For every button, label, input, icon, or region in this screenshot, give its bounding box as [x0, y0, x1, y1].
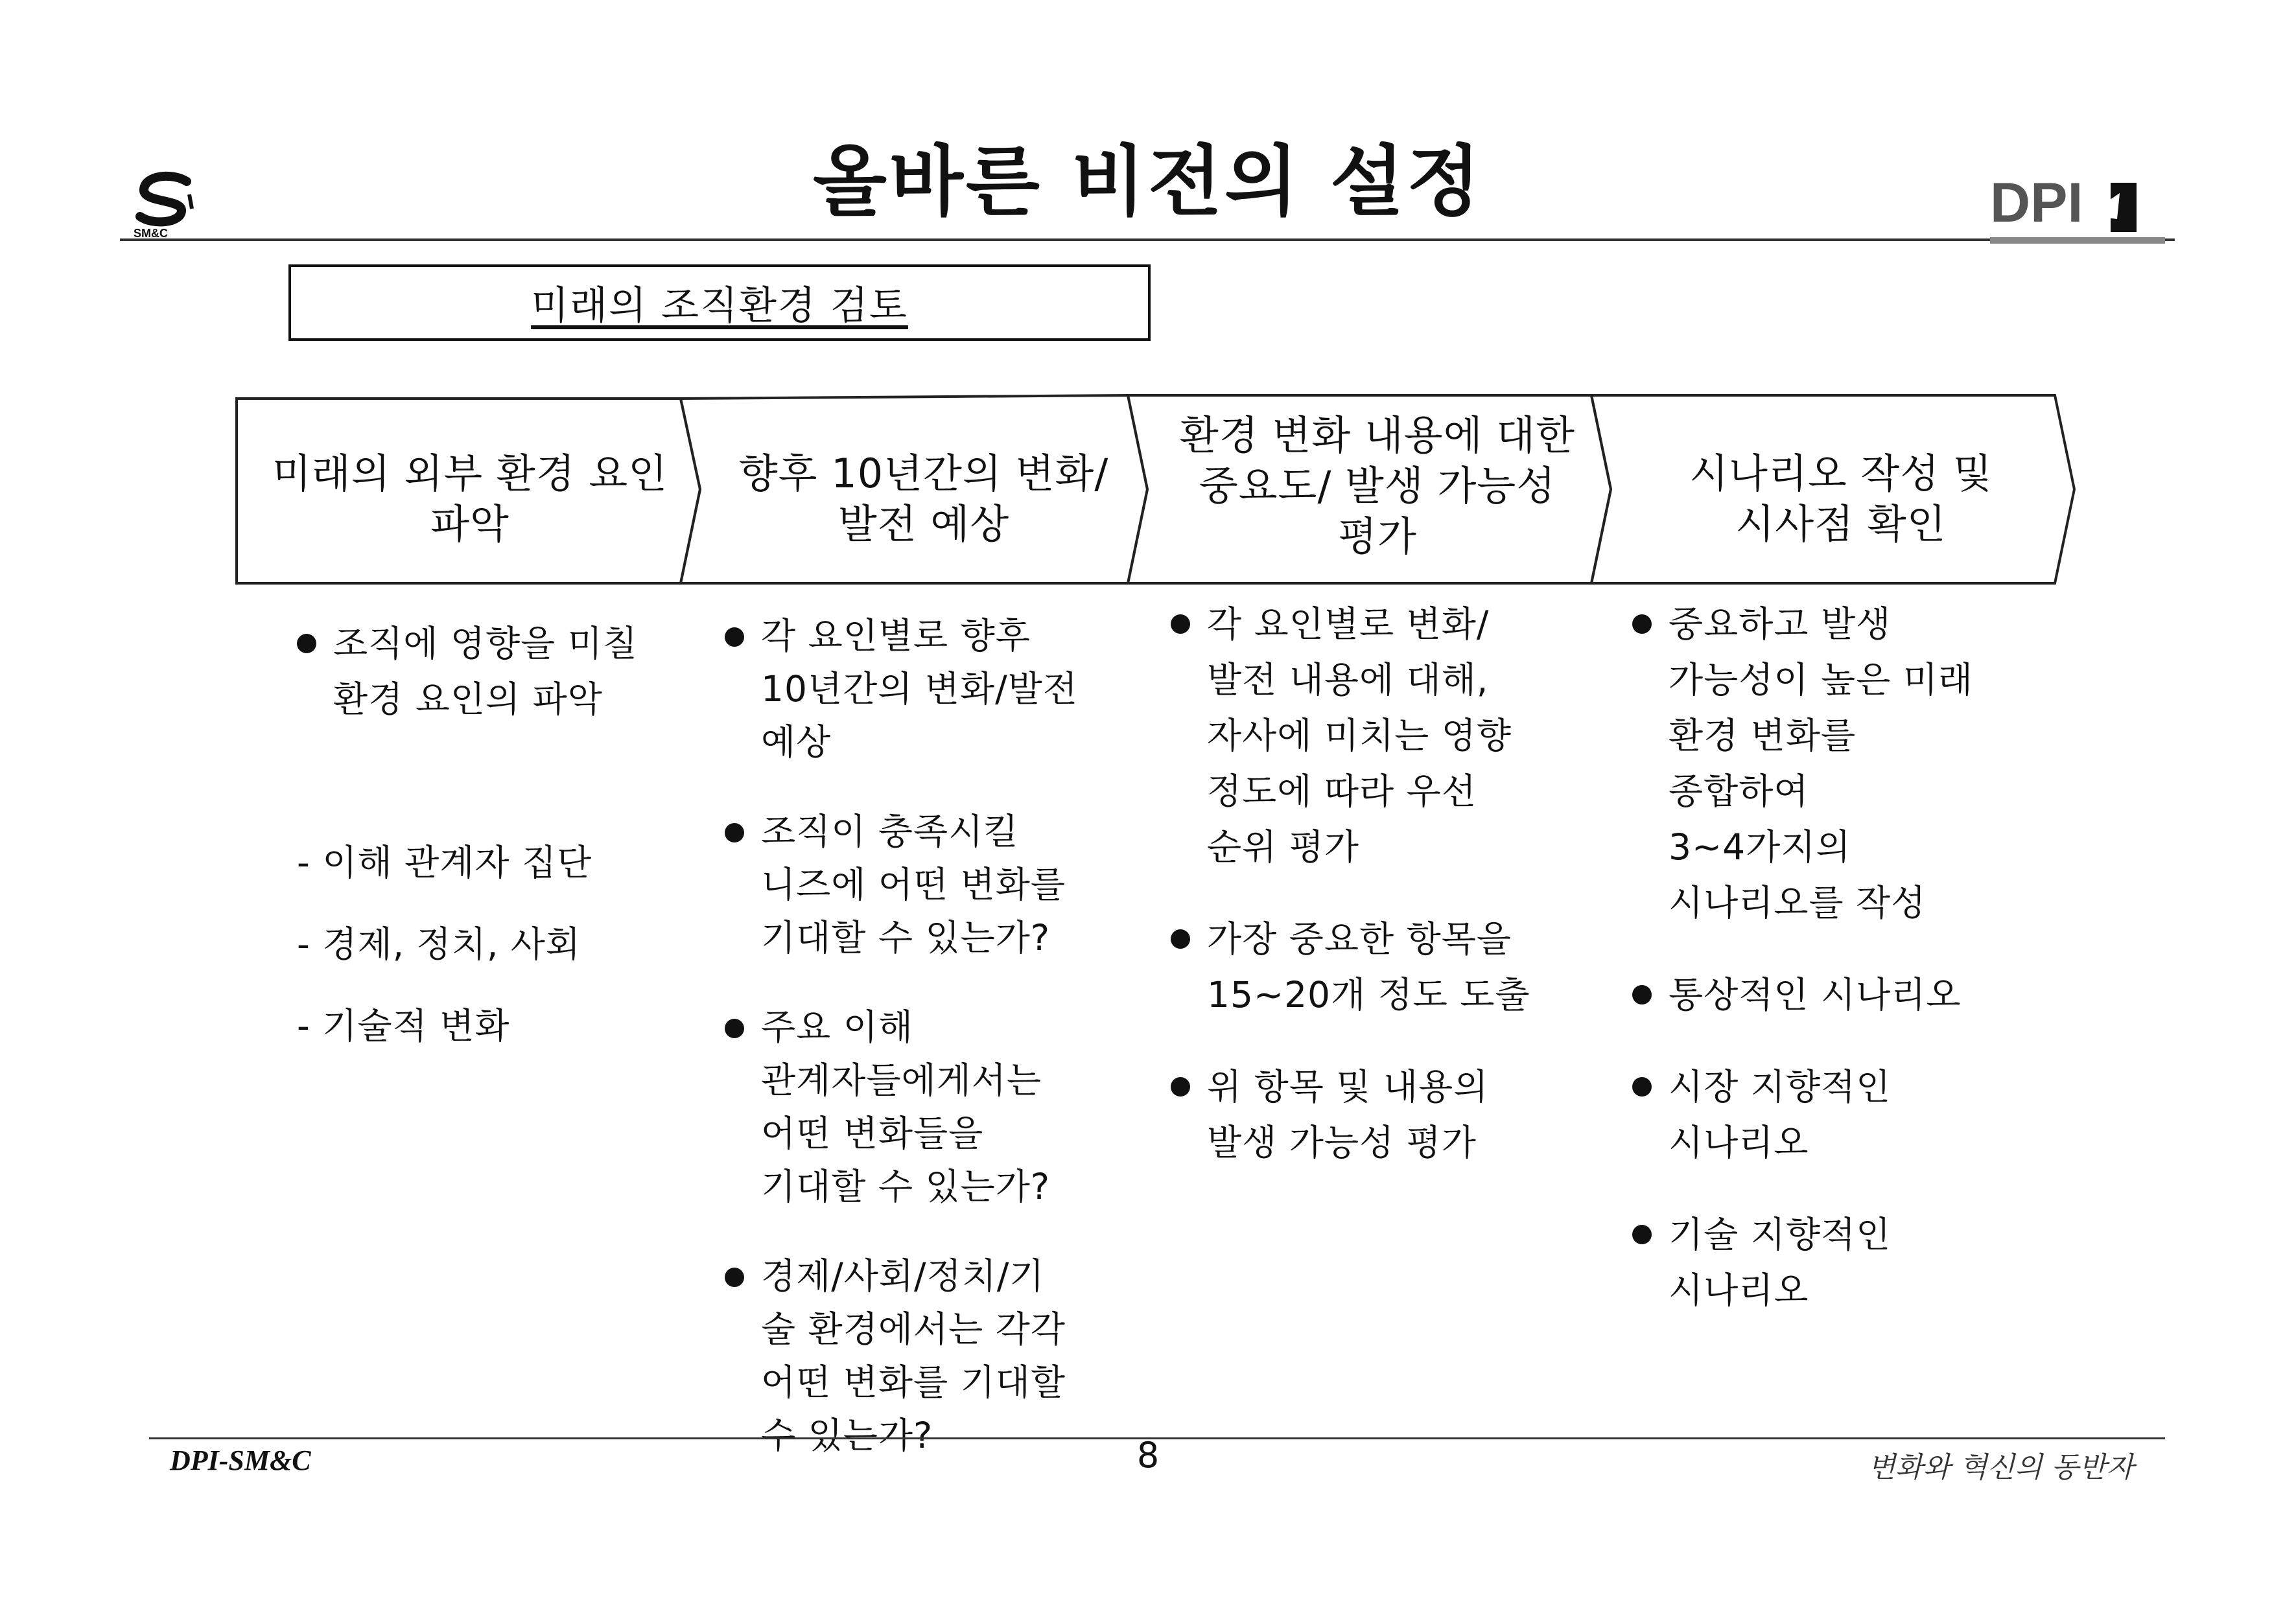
bullet-icon	[1171, 614, 1190, 634]
page-number: 8	[1136, 1435, 1160, 1476]
bullet-icon	[1171, 1077, 1190, 1097]
process-step-4-line-2: 시사점 확인	[1735, 500, 1947, 548]
dash-item: - 경제, 정치, 사회	[297, 923, 581, 965]
svg-text:DPI: DPI	[1990, 172, 2083, 234]
list-item-line: 경제/사회/정치/기	[761, 1255, 1045, 1297]
list-item-line: 종합하여	[1669, 771, 1809, 812]
list-item-line: 시나리오	[1669, 1122, 1809, 1163]
list-item-line: 주요 이해	[761, 1006, 914, 1048]
list-item	[725, 609, 1153, 769]
list-item-line: 조직이 충족시킬	[761, 811, 1019, 852]
column-2	[725, 609, 1153, 1498]
list-item-line: 어떤 변화를 기대할	[761, 1362, 1066, 1403]
list-item-line: 조직에 영향을 미칠	[333, 623, 638, 664]
process-step-3	[1144, 402, 1611, 570]
process-step-3-line-3: 평가	[1338, 513, 1417, 560]
list-item	[297, 616, 699, 727]
process-step-4	[1608, 415, 2074, 583]
list-item-line: 발전 내용에 대해,	[1207, 659, 1489, 701]
list-item	[1632, 1059, 2099, 1170]
list-item-line: 기대할 수 있는가?	[761, 1166, 1051, 1207]
process-step-1-line-2: 파악	[430, 500, 510, 548]
process-step-2	[700, 415, 1147, 583]
list-item-line: 수 있는가?	[761, 1415, 933, 1456]
subtitle-box	[288, 264, 1151, 341]
list-item-line: 예상	[761, 721, 832, 763]
list-item-line: 위 항목 및 내용의	[1207, 1066, 1489, 1108]
list-item-line: 기술 지향적인	[1669, 1214, 1892, 1255]
dash-item: - 기술적 변화	[297, 1005, 510, 1047]
footer-company: DPI-SM&C	[170, 1445, 311, 1476]
column-4	[1632, 596, 2099, 1354]
header-divider-accent	[1990, 237, 2165, 244]
list-item-line: 10년간의 변화/발전	[761, 668, 1078, 710]
list-item-line: 순위 평가	[1207, 826, 1360, 868]
process-step-1	[240, 415, 700, 583]
bullet-icon	[1632, 1225, 1652, 1244]
bullet-icon	[1632, 1077, 1652, 1097]
list-item-line: 시나리오	[1669, 1270, 1809, 1311]
list-item	[1171, 596, 1611, 875]
list-item-line: 중요하고 발생	[1669, 603, 1892, 645]
dash-item: - 이해 관계자 집단	[297, 842, 592, 883]
list-item	[1171, 1059, 1611, 1170]
list-item	[1632, 967, 2099, 1023]
list-item-line: 가장 중요한 항목을	[1207, 918, 1512, 960]
list-item-line: 정도에 따라 우선	[1207, 771, 1477, 812]
list-item	[1632, 596, 2099, 931]
bullet-icon	[725, 1019, 744, 1038]
list-item	[1171, 911, 1611, 1023]
list-item-line: 각 요인별로 향후	[761, 615, 1031, 656]
bullet-icon	[1632, 985, 1652, 1004]
bullet-icon	[1171, 929, 1190, 949]
list-item-line: 시나리오를 작성	[1669, 882, 1927, 923]
bullet-icon	[1632, 614, 1652, 634]
column-3	[1171, 596, 1611, 1207]
dpi-logo	[1990, 170, 2165, 235]
list-item-line: 관계자들에게서는	[761, 1060, 1042, 1101]
process-step-2-line-1: 향후 10년간의 변화/	[738, 450, 1109, 497]
list-item-line: 3~4가지의	[1669, 826, 1851, 868]
list-item-line: 자사에 미치는 영향	[1207, 715, 1512, 756]
list-item	[725, 805, 1153, 964]
process-step-3-line-1: 환경 변화 내용에 대한	[1179, 412, 1576, 459]
list-item-line: 어떤 변화들을	[761, 1113, 984, 1154]
process-step-4-line-1: 시나리오 작성 및	[1689, 450, 1993, 497]
list-item-line: 술 환경에서는 각각	[761, 1308, 1066, 1350]
svg-text:SM&C: SM&C	[134, 227, 168, 240]
list-item-line: 니즈에 어떤 변화를	[761, 864, 1066, 905]
bullet-icon	[725, 823, 744, 842]
list-item-line: 각 요인별로 변화/	[1207, 603, 1490, 645]
list-item	[725, 1001, 1153, 1213]
footer-slogan: 변화와 혁신의 동반자	[1868, 1451, 2134, 1484]
list-item-line: 환경 변화를	[1669, 715, 1857, 756]
list-item-line: 통상적인 시나리오	[1669, 974, 1962, 1016]
bullet-icon	[297, 634, 316, 653]
page-title: 올바른 비전의 설정	[812, 137, 1484, 226]
list-item	[1632, 1207, 2099, 1318]
list-item-line: 15~20개 정도 도출	[1207, 974, 1530, 1016]
process-step-1-line-1: 미래의 외부 환경 요인	[272, 450, 668, 497]
column-1	[297, 616, 699, 1080]
process-step-3-line-2: 중요도/ 발생 가능성	[1199, 462, 1556, 509]
list-item-line: 가능성이 높은 미래	[1669, 659, 1974, 701]
list-item-line: 환경 요인의 파악	[333, 679, 603, 720]
header-divider	[120, 238, 2175, 241]
list-item-line: 시장 지향적인	[1669, 1066, 1892, 1108]
list-item	[725, 1249, 1153, 1462]
bullet-icon	[725, 1268, 744, 1287]
process-step-2-line-2: 발전 예상	[838, 500, 1010, 548]
bullet-icon	[725, 627, 744, 647]
subtitle-text: 미래의 조직환경 검토	[531, 283, 908, 329]
list-item-line: 발생 가능성 평가	[1207, 1122, 1477, 1163]
list-item-line: 기대할 수 있는가?	[761, 917, 1051, 958]
